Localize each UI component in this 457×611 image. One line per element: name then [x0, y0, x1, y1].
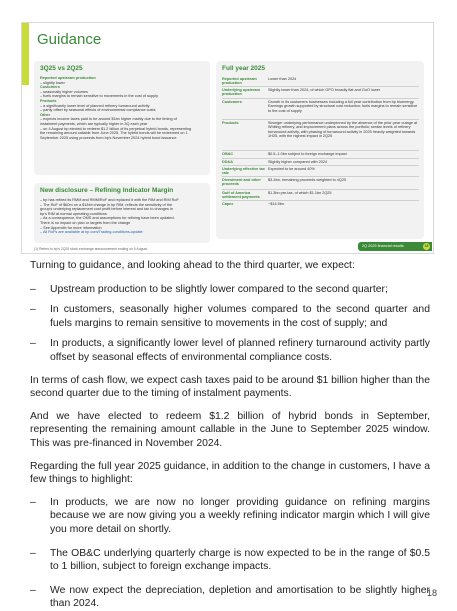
full-year-row-divider — [222, 86, 419, 87]
slide-footer-text: 2Q 2025 financial results — [362, 244, 404, 248]
new-disclosure-line: – The RoF of $60m on a $1/bbl change in bp RIM, reflects the sensitivity of the — [40, 202, 173, 207]
bullet-text: The OB&C underlying quarterly charge is now expected to be in the range of $0.5 to 1 billion, subject to foreign exchange impacts. — [50, 547, 430, 573]
bullet-dash: – — [30, 547, 36, 559]
page-number: 18 — [426, 588, 437, 598]
transcript-bullet — [30, 547, 430, 574]
full-year-row-label: Reported upstream production — [222, 77, 257, 86]
full-year-row-divider — [222, 150, 419, 151]
transcript-text — [30, 259, 430, 611]
full-year-row-label: Gulf of America settlement payments — [222, 191, 260, 200]
slide-footnote: (1) Refers to bp's 2Q25 stock exchange announcement ending on 5 August. — [34, 247, 148, 251]
new-disclosure-box — [34, 183, 210, 243]
full-year-row-divider — [222, 119, 419, 120]
new-disclosure-line: – bp has retired its RMM and RMM/RoF and replaced it with the RIM and RIM RoF — [40, 198, 179, 202]
full-year-row-divider — [222, 98, 419, 99]
full-year-row-label: Products — [222, 121, 239, 125]
bullet-dash: – — [30, 584, 36, 596]
full-year-box-title: Full year 2025 — [222, 65, 265, 72]
bullet-text: In customers, seasonally higher volumes compared to the second quarter and fuels margins to remain sensitive to movements in the cost of supply; and — [50, 304, 430, 329]
q3-box-title: 3Q25 vs 2Q25 — [40, 65, 83, 72]
transcript-paragraph: Regarding the full year 2025 guidance, in addition to the change in customers, I have a few things to highlight: — [30, 460, 430, 486]
bullet-text: Upstream production to be slightly lower compared to the second quarter; — [50, 283, 388, 295]
full-year-row-label: Capex — [222, 202, 234, 206]
q3-line: – seasonally higher volumes — [40, 89, 88, 94]
q3-line: – a significantly lower level of planned refinery turnaround activity — [40, 103, 150, 108]
full-year-row-text: $0.5–1.0bn subject to foreign exchange impact — [268, 152, 347, 156]
full-year-row-text: Expected to be around 40% — [268, 167, 315, 171]
full-year-row — [222, 202, 419, 206]
slide-footer-strip — [358, 242, 432, 251]
full-year-guidance-box — [216, 61, 424, 239]
full-year-row — [222, 178, 419, 187]
new-disclosure-title: New disclosure – Refining Indicator Margin — [40, 187, 174, 194]
slide-image — [21, 22, 434, 254]
full-year-row-label: Customers — [222, 100, 242, 104]
q3-line: instalment payments, which are typically higher in 3Q each year — [40, 121, 148, 126]
full-year-row-text: Stronger underlying performance underpinned by the absence of the prior-year outage at Whiting refinery, and improvement plans across the portfolio; similar levels of refinery turnaround activity, with phasing of turnaround activity in 2025 heavily weighted towards 1H25, with the highest impact in 2Q25 — [268, 121, 418, 139]
q3-line: September 2025 using proceeds from bp's November 2024 hybrid bond issuance — [40, 135, 177, 140]
full-year-row-label: Underlying effective tax rate — [222, 167, 265, 176]
full-year-row-text: ~$14.5bn — [268, 202, 284, 206]
bullet-text: In products, a significantly lower level of planned refinery turnaround activity partly offset by seasonal effects of environmental compliance costs. — [50, 338, 430, 363]
full-year-row-label: OB&C — [222, 152, 234, 156]
full-year-row-divider — [222, 158, 419, 159]
q3-line: Reported upstream production — [40, 76, 96, 80]
full-year-row — [222, 100, 419, 113]
full-year-row — [222, 88, 419, 97]
q3-line: Customers — [40, 85, 60, 90]
q3-line: – fuels margins to remain sensitive to movements in the cost of supply — [40, 94, 158, 99]
transcript-bullet — [30, 337, 430, 364]
new-disclosure-line: – See Appendix for more information — [40, 225, 102, 230]
full-year-row-divider — [222, 200, 419, 201]
full-year-row-divider — [222, 176, 419, 177]
new-disclosure-lines — [40, 198, 205, 235]
slide-page-badge: 18 — [424, 244, 429, 248]
transcript-bullet — [30, 584, 430, 611]
transcript-bullet — [30, 496, 430, 537]
q3-line: – partly offset by seasonal effects of environmental compliance costs — [40, 108, 156, 113]
bullet-text: In products, we are now no longer providing guidance on refining margins because we are now giving you a weekly refining indicator margin which I will give you more detail on shortly. — [50, 496, 430, 535]
transcript-paragraph: In terms of cash flow, we expect cash taxes paid to be around $1 billion higher than the second quarter due to the timing of instalment payments. — [30, 374, 430, 400]
q3-line: – expects income taxes paid to be around $1bn higher mainly due to the timing of — [40, 117, 177, 122]
full-year-row-divider — [222, 189, 419, 190]
q3-line: the remaining amount callable from June 2025. The hybrid bonds will be redeemed on 1 — [40, 131, 188, 136]
transcript-paragraph: And we have elected to redeem $1.2 billion of hybrid bonds in September, representing the remaining amount callable in the June to September 2025 window. This was pre-financed in November 2024. — [30, 410, 430, 449]
full-year-row-label: Divestment and other proceeds — [222, 178, 261, 187]
slide-accent-bar — [22, 23, 29, 85]
full-year-row — [222, 77, 419, 86]
bullet-dash: – — [30, 496, 36, 508]
full-year-row-text: Growth in its customers businesses including a full year contribution from bp bioenergy. Earnings growth supported by structural cost reduction; fuels margins to remain sensitive to the cost of supply — [268, 100, 418, 113]
new-disclosure-line: group's underlying replacement cost profit before interest and tax to changes in — [40, 207, 173, 212]
bullet-dash: – — [30, 283, 36, 295]
q3-line: – on 4 August bp elected to redeem $1.2 billion of its perpetual hybrid bonds, representing — [40, 126, 192, 131]
transcript-paragraph: Turning to guidance, and looking ahead to the third quarter, we expect: — [30, 260, 355, 271]
bullet-text: We now expect the depreciation, depletion and amortisation to be slightly higher than 2024. — [50, 584, 430, 610]
q3-line: Products — [40, 98, 57, 103]
new-disclosure-line: – As a consequence, the OMS and assumptions for refining have been updated. — [40, 216, 175, 221]
bullet-dash: – — [30, 338, 36, 350]
full-year-row-label: Underlying upstream production — [222, 88, 260, 97]
full-year-row-text: $1.3bn pre-tax, of which $1.1bn 2Q25 — [268, 191, 332, 195]
full-year-row-text: Slightly higher compared with 2024 — [268, 160, 328, 164]
full-year-row — [222, 167, 419, 176]
q3-box-lines — [40, 76, 205, 140]
new-disclosure-line: There is no impact on plan or targets from the change — [40, 220, 131, 225]
slide-title: Guidance — [37, 31, 102, 48]
full-year-row-text: Lower than 2024 — [268, 77, 297, 81]
full-year-row-divider — [222, 165, 419, 166]
bullet-dash: – — [30, 304, 36, 316]
full-year-row-label: DD&A — [222, 160, 233, 164]
transcript-bullet — [30, 303, 430, 330]
full-year-row — [222, 121, 419, 139]
full-year-row — [222, 191, 419, 200]
q3-line: – slightly lower — [40, 80, 65, 85]
full-year-row — [222, 152, 419, 156]
new-disclosure-line[interactable]: – All RoFs are available at bp.com/Trading-conditions-update — [40, 230, 143, 235]
q3-guidance-box — [34, 61, 210, 175]
new-disclosure-line: bp's RIM at normal operating conditions — [40, 211, 107, 216]
full-year-row-text: $3-4bn, remaining proceeds weighted to 4Q25 — [268, 178, 347, 182]
full-year-row-text: Slightly lower than 2024, of which GPO broadly flat and GoO lower — [268, 88, 381, 92]
q3-line: Other — [40, 112, 51, 117]
transcript-bullet — [30, 283, 430, 297]
full-year-row — [222, 160, 419, 164]
